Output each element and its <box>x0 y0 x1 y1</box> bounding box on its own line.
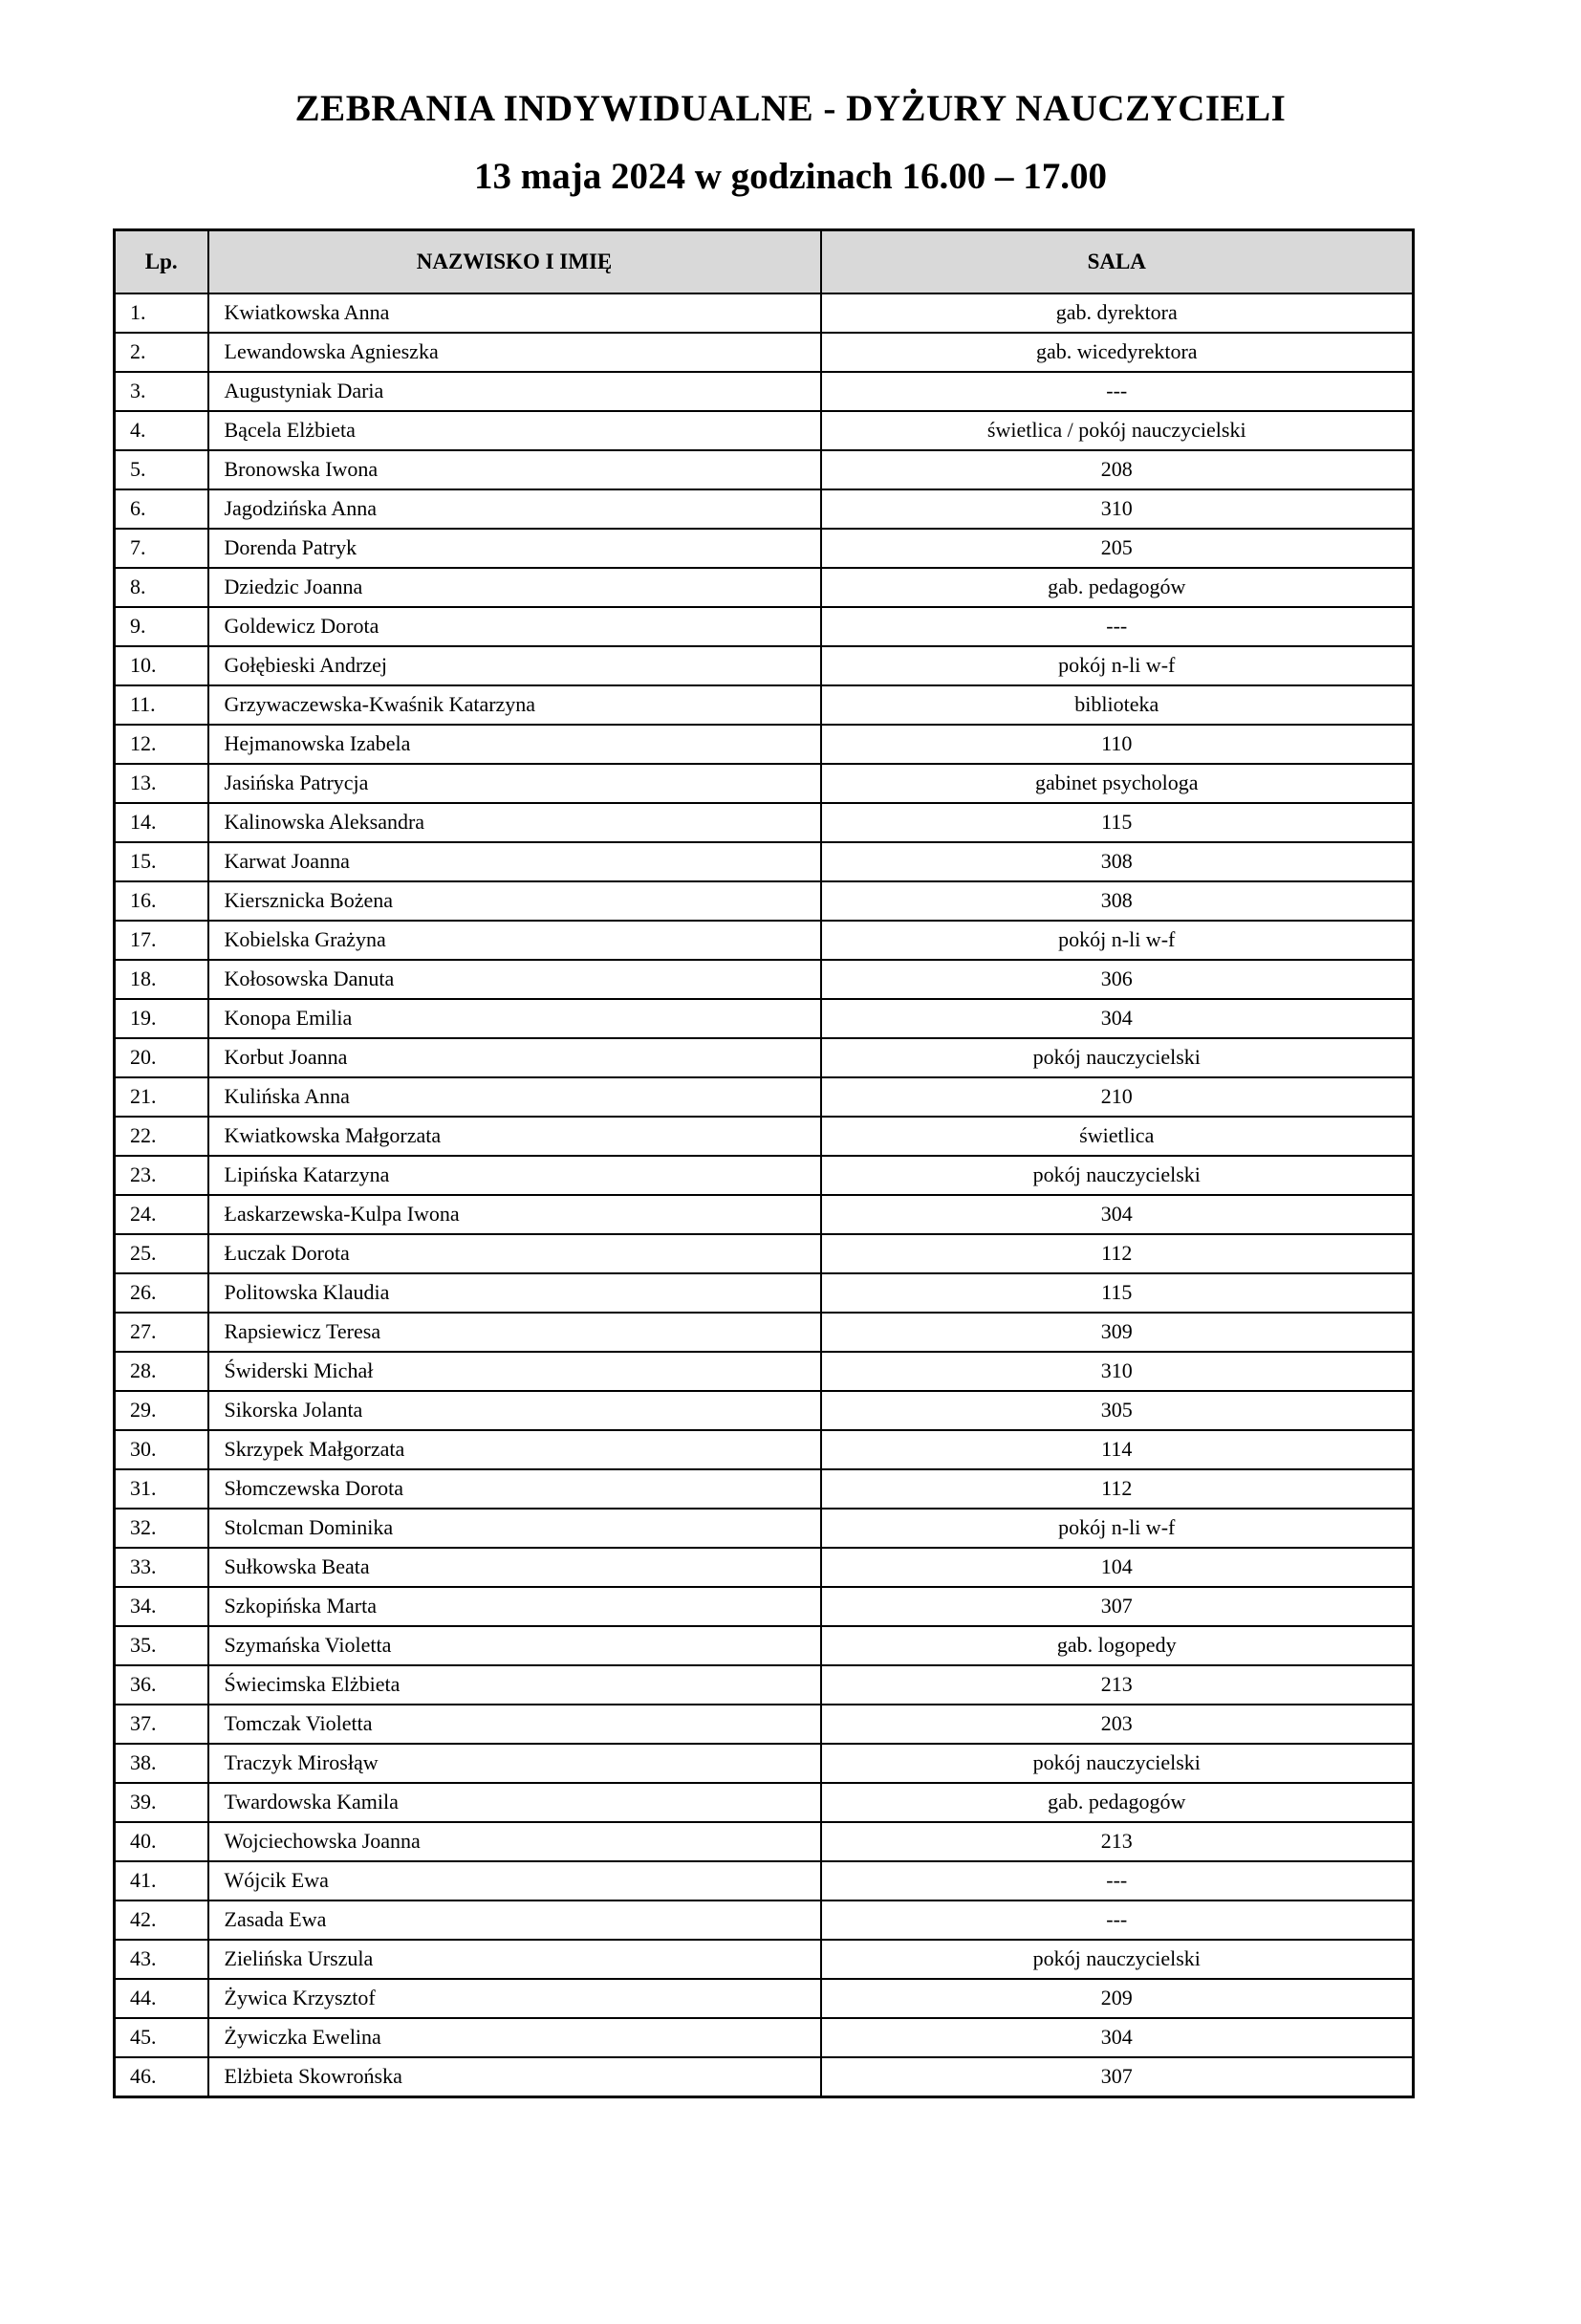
teacher-name: Sułkowska Beata <box>208 1548 821 1587</box>
room-value: 304 <box>821 1195 1414 1234</box>
teacher-name: Karwat Joanna <box>208 842 821 881</box>
room-value: pokój n-li w-f <box>821 921 1414 960</box>
row-number: 20. <box>115 1038 208 1077</box>
table-row <box>115 1665 1414 1705</box>
teacher-name: Jagodzińska Anna <box>208 489 821 529</box>
row-number: 41. <box>115 1861 208 1900</box>
row-number: 14. <box>115 803 208 842</box>
row-number: 5. <box>115 450 208 489</box>
row-number: 29. <box>115 1391 208 1430</box>
room-value: --- <box>821 607 1414 646</box>
room-value: 304 <box>821 999 1414 1038</box>
room-value: 110 <box>821 725 1414 764</box>
row-number: 24. <box>115 1195 208 1234</box>
document-page <box>0 88 1581 2098</box>
table-row <box>115 881 1414 921</box>
table-row <box>115 1273 1414 1313</box>
room-value: gabinet psychologa <box>821 764 1414 803</box>
table-row <box>115 1156 1414 1195</box>
row-number: 4. <box>115 411 208 450</box>
table-row <box>115 1900 1414 1940</box>
row-number: 15. <box>115 842 208 881</box>
teacher-name: Traczyk Mirosłąw <box>208 1744 821 1783</box>
teacher-name: Słomczewska Dorota <box>208 1469 821 1509</box>
row-number: 3. <box>115 372 208 411</box>
table-row <box>115 1861 1414 1900</box>
teacher-name: Zasada Ewa <box>208 1900 821 1940</box>
row-number: 18. <box>115 960 208 999</box>
room-value: 306 <box>821 960 1414 999</box>
room-value: pokój nauczycielski <box>821 1940 1414 1979</box>
table-row <box>115 372 1414 411</box>
room-value: 213 <box>821 1822 1414 1861</box>
room-value: 308 <box>821 881 1414 921</box>
row-number: 22. <box>115 1117 208 1156</box>
row-number: 28. <box>115 1352 208 1391</box>
room-value: 304 <box>821 2018 1414 2057</box>
table-row <box>115 1509 1414 1548</box>
room-value: 114 <box>821 1430 1414 1469</box>
teacher-name: Twardowska Kamila <box>208 1783 821 1822</box>
teacher-name: Kołosowska Danuta <box>208 960 821 999</box>
table-row <box>115 999 1414 1038</box>
row-number: 38. <box>115 1744 208 1783</box>
row-number: 27. <box>115 1313 208 1352</box>
row-number: 31. <box>115 1469 208 1509</box>
teacher-name: Zielińska Urszula <box>208 1940 821 1979</box>
room-value: 210 <box>821 1077 1414 1117</box>
row-number: 16. <box>115 881 208 921</box>
table-header-row <box>115 229 1414 293</box>
table-row <box>115 607 1414 646</box>
column-header-sala: SALA <box>821 229 1414 293</box>
row-number: 44. <box>115 1979 208 2018</box>
row-number: 12. <box>115 725 208 764</box>
teacher-name: Szymańska Violetta <box>208 1626 821 1665</box>
teacher-name: Dziedzic Joanna <box>208 568 821 607</box>
row-number: 37. <box>115 1705 208 1744</box>
row-number: 2. <box>115 333 208 372</box>
duty-roster-table <box>113 228 1415 2098</box>
teacher-name: Sikorska Jolanta <box>208 1391 821 1430</box>
table-row <box>115 1313 1414 1352</box>
teacher-name: Augustyniak Daria <box>208 372 821 411</box>
row-number: 21. <box>115 1077 208 1117</box>
table-row <box>115 1195 1414 1234</box>
row-number: 45. <box>115 2018 208 2057</box>
row-number: 46. <box>115 2057 208 2097</box>
room-value: 308 <box>821 842 1414 881</box>
room-value: 112 <box>821 1234 1414 1273</box>
table-row <box>115 685 1414 725</box>
room-value: 213 <box>821 1665 1414 1705</box>
table-row <box>115 293 1414 333</box>
table-row <box>115 1783 1414 1822</box>
room-value: gab. wicedyrektora <box>821 333 1414 372</box>
table-row <box>115 1548 1414 1587</box>
row-number: 30. <box>115 1430 208 1469</box>
teacher-name: Wójcik Ewa <box>208 1861 821 1900</box>
teacher-name: Politowska Klaudia <box>208 1273 821 1313</box>
teacher-name: Jasińska Patrycja <box>208 764 821 803</box>
row-number: 34. <box>115 1587 208 1626</box>
row-number: 33. <box>115 1548 208 1587</box>
row-number: 23. <box>115 1156 208 1195</box>
teacher-name: Elżbieta Skowrońska <box>208 2057 821 2097</box>
row-number: 13. <box>115 764 208 803</box>
table-row <box>115 2018 1414 2057</box>
room-value: --- <box>821 372 1414 411</box>
teacher-name: Kiersznicka Bożena <box>208 881 821 921</box>
room-value: 209 <box>821 1979 1414 2018</box>
room-value: gab. pedagogów <box>821 1783 1414 1822</box>
column-header-name: NAZWISKO I IMIĘ <box>208 229 821 293</box>
row-number: 25. <box>115 1234 208 1273</box>
table-row <box>115 646 1414 685</box>
table-row <box>115 450 1414 489</box>
row-number: 9. <box>115 607 208 646</box>
room-value: pokój nauczycielski <box>821 1038 1414 1077</box>
table-row <box>115 1469 1414 1509</box>
row-number: 6. <box>115 489 208 529</box>
table-row <box>115 842 1414 881</box>
table-row <box>115 725 1414 764</box>
table-row <box>115 960 1414 999</box>
room-value: gab. dyrektora <box>821 293 1414 333</box>
room-value: --- <box>821 1900 1414 1940</box>
table-row <box>115 1430 1414 1469</box>
table-row <box>115 333 1414 372</box>
teacher-name: Skrzypek Małgorzata <box>208 1430 821 1469</box>
room-value: 115 <box>821 1273 1414 1313</box>
table-row <box>115 1822 1414 1861</box>
table-row <box>115 2057 1414 2097</box>
row-number: 8. <box>115 568 208 607</box>
teacher-name: Żywiczka Ewelina <box>208 2018 821 2057</box>
row-number: 10. <box>115 646 208 685</box>
teacher-name: Łuczak Dorota <box>208 1234 821 1273</box>
table-row <box>115 529 1414 568</box>
table-row <box>115 568 1414 607</box>
room-value: 307 <box>821 1587 1414 1626</box>
row-number: 39. <box>115 1783 208 1822</box>
room-value: pokój nauczycielski <box>821 1744 1414 1783</box>
room-value: gab. logopedy <box>821 1626 1414 1665</box>
table-row <box>115 1979 1414 2018</box>
table-row <box>115 1626 1414 1665</box>
table-row <box>115 411 1414 450</box>
room-value: 203 <box>821 1705 1414 1744</box>
teacher-name: Gołębieski Andrzej <box>208 646 821 685</box>
teacher-name: Świecimska Elżbieta <box>208 1665 821 1705</box>
page-subtitle: 13 maja 2024 w godzinach 16.00 – 17.00 <box>474 155 1107 197</box>
room-value: pokój n-li w-f <box>821 1509 1414 1548</box>
table-row <box>115 489 1414 529</box>
row-number: 19. <box>115 999 208 1038</box>
table-row <box>115 1587 1414 1626</box>
room-value: gab. pedagogów <box>821 568 1414 607</box>
teacher-name: Bronowska Iwona <box>208 450 821 489</box>
teacher-name: Lipińska Katarzyna <box>208 1156 821 1195</box>
row-number: 17. <box>115 921 208 960</box>
teacher-name: Tomczak Violetta <box>208 1705 821 1744</box>
teacher-name: Hejmanowska Izabela <box>208 725 821 764</box>
teacher-name: Kobielska Grażyna <box>208 921 821 960</box>
row-number: 11. <box>115 685 208 725</box>
table-row <box>115 764 1414 803</box>
room-value: 208 <box>821 450 1414 489</box>
room-value: pokój n-li w-f <box>821 646 1414 685</box>
table-row <box>115 1077 1414 1117</box>
teacher-name: Szkopińska Marta <box>208 1587 821 1626</box>
table-row <box>115 1234 1414 1273</box>
row-number: 26. <box>115 1273 208 1313</box>
table-row <box>115 1705 1414 1744</box>
teacher-name: Rapsiewicz Teresa <box>208 1313 821 1352</box>
row-number: 32. <box>115 1509 208 1548</box>
row-number: 40. <box>115 1822 208 1861</box>
teacher-name: Stolcman Dominika <box>208 1509 821 1548</box>
room-value: 307 <box>821 2057 1414 2097</box>
teacher-name: Świderski Michał <box>208 1352 821 1391</box>
teacher-name: Kulińska Anna <box>208 1077 821 1117</box>
column-header-lp: Lp. <box>115 229 208 293</box>
table-row <box>115 921 1414 960</box>
row-number: 36. <box>115 1665 208 1705</box>
teacher-name: Lewandowska Agnieszka <box>208 333 821 372</box>
room-value: 310 <box>821 489 1414 529</box>
teacher-name: Dorenda Patryk <box>208 529 821 568</box>
teacher-name: Konopa Emilia <box>208 999 821 1038</box>
table-row <box>115 1940 1414 1979</box>
room-value: 104 <box>821 1548 1414 1587</box>
row-number: 42. <box>115 1900 208 1940</box>
teacher-name: Kwiatkowska Małgorzata <box>208 1117 821 1156</box>
row-number: 43. <box>115 1940 208 1979</box>
table-row <box>115 1391 1414 1430</box>
table-row <box>115 1744 1414 1783</box>
room-value: --- <box>821 1861 1414 1900</box>
teacher-name: Łaskarzewska-Kulpa Iwona <box>208 1195 821 1234</box>
teacher-name: Wojciechowska Joanna <box>208 1822 821 1861</box>
room-value: 305 <box>821 1391 1414 1430</box>
table-row <box>115 1117 1414 1156</box>
room-value: 205 <box>821 529 1414 568</box>
table-row <box>115 1352 1414 1391</box>
teacher-name: Grzywaczewska-Kwaśnik Katarzyna <box>208 685 821 725</box>
teacher-name: Goldewicz Dorota <box>208 607 821 646</box>
row-number: 35. <box>115 1626 208 1665</box>
teacher-name: Korbut Joanna <box>208 1038 821 1077</box>
room-value: 310 <box>821 1352 1414 1391</box>
teacher-name: Bącela Elżbieta <box>208 411 821 450</box>
room-value: 115 <box>821 803 1414 842</box>
room-value: świetlica <box>821 1117 1414 1156</box>
teacher-name: Kalinowska Aleksandra <box>208 803 821 842</box>
teacher-name: Żywica Krzysztof <box>208 1979 821 2018</box>
page-title: ZEBRANIA INDYWIDUALNE - DYŻURY NAUCZYCIELI <box>294 88 1287 129</box>
room-value: 309 <box>821 1313 1414 1352</box>
table-row <box>115 1038 1414 1077</box>
room-value: pokój nauczycielski <box>821 1156 1414 1195</box>
row-number: 1. <box>115 293 208 333</box>
row-number: 7. <box>115 529 208 568</box>
table-row <box>115 803 1414 842</box>
room-value: 112 <box>821 1469 1414 1509</box>
room-value: świetlica / pokój nauczycielski <box>821 411 1414 450</box>
room-value: biblioteka <box>821 685 1414 725</box>
teacher-name: Kwiatkowska Anna <box>208 293 821 333</box>
